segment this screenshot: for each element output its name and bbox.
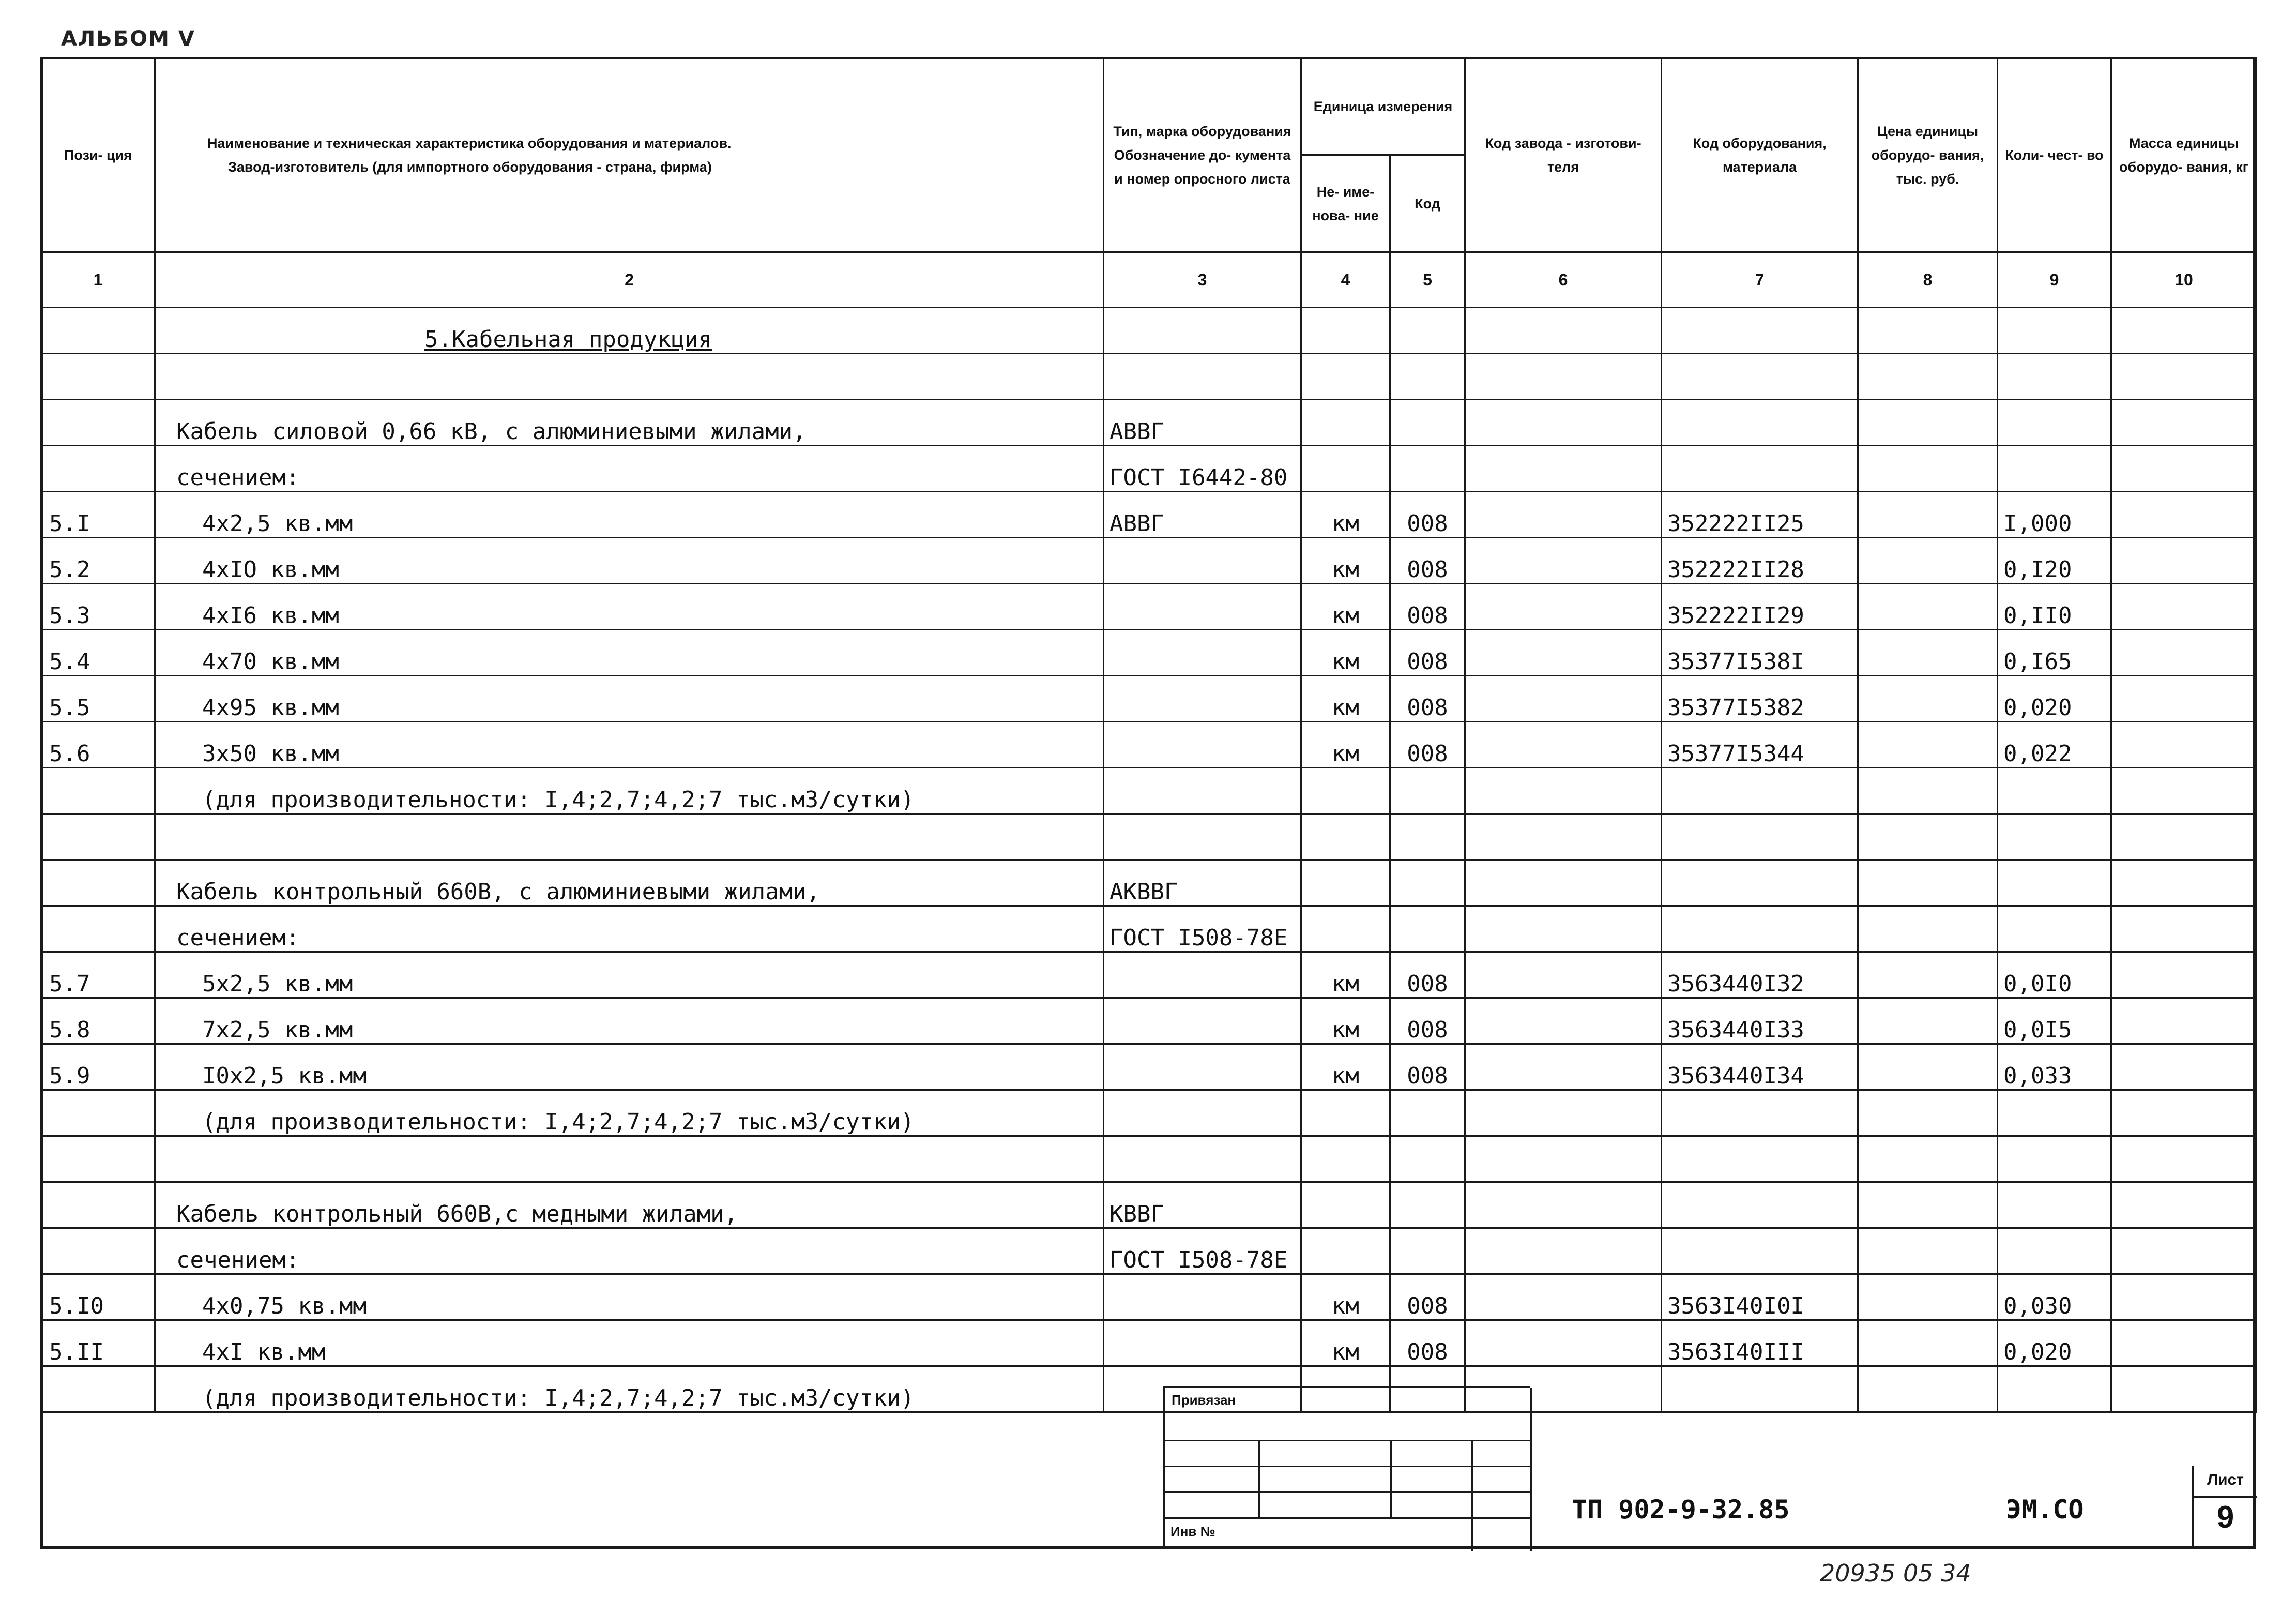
cell-type-mark: ГОСТ I6442-80 <box>1104 446 1301 492</box>
sheet-label: Лист <box>2207 1471 2244 1488</box>
cell-unit: км <box>1301 676 1390 722</box>
cell-material-code: 3563440I33 <box>1662 998 1858 1044</box>
cell-position: 5.2 <box>41 538 155 584</box>
cell-name: 4х70 кв.мм <box>155 630 1104 676</box>
cell-quantity: 0,II0 <box>1998 584 2111 630</box>
cell-position: 5.II <box>41 1320 155 1366</box>
cell-quantity: 0,020 <box>1998 1320 2111 1366</box>
cell-unit: км <box>1301 952 1390 998</box>
cell-quantity: 0,I20 <box>1998 538 2111 584</box>
cell-name: I0х2,5 кв.мм <box>155 1044 1104 1090</box>
cell-quantity: 0,0I0 <box>1998 952 2111 998</box>
cell-unit: км <box>1301 1274 1390 1320</box>
sheet-number: 9 <box>2216 1500 2234 1534</box>
cell-material-code: 35377I5382 <box>1662 676 1858 722</box>
cell-name: Кабель контрольный 660В, с алюминиевыми жилами, <box>155 860 1104 906</box>
cell-quantity: 0,0I5 <box>1998 998 2111 1044</box>
cell-unit-code: 008 <box>1390 676 1465 722</box>
cell-unit-code: 008 <box>1390 584 1465 630</box>
cell-name: (для производительности: I,4;2,7;4,2;7 тыс.м3/сутки) <box>155 1366 1104 1412</box>
header-unit-code: Код <box>1390 155 1465 252</box>
sheet-box <box>2192 1466 2257 1549</box>
cell-name: 3х50 кв.мм <box>155 722 1104 768</box>
cell-unit-code: 008 <box>1390 538 1465 584</box>
cell-name: 4хIO кв.мм <box>155 538 1104 584</box>
header-mass: Масса единицы оборудо- вания, кг <box>2111 58 2257 252</box>
cell-unit-code: 008 <box>1390 722 1465 768</box>
cell-position: 5.3 <box>41 584 155 630</box>
cell-type-mark: ГОСТ I508-78Е <box>1104 906 1301 952</box>
cell-name: (для производительности: I,4;2,7;4,2;7 тыс.м3/сутки) <box>155 768 1104 814</box>
header-position: Пози- ция <box>41 58 155 252</box>
col-num: 7 <box>1662 252 1858 308</box>
cell-unit: км <box>1301 998 1390 1044</box>
header-price: Цена единицы оборудо- вания, тыс. руб. <box>1858 58 1998 252</box>
cell-unit-code: 008 <box>1390 1320 1465 1366</box>
cell-name: 5.Кабельная продукция <box>155 308 1104 354</box>
stamp-privyazan: Привязан <box>1172 1392 1236 1408</box>
header-name-line1: Наименование и техническая характеристика оборудования и материалов. <box>207 135 732 151</box>
cell-name: 4х95 кв.мм <box>155 676 1104 722</box>
archive-number: 20935 05 34 <box>1820 1559 1971 1587</box>
cell-material-code: 352222II29 <box>1662 584 1858 630</box>
cell-material-code: 352222II28 <box>1662 538 1858 584</box>
cell-position: 5.6 <box>41 722 155 768</box>
header-name-line2: Завод-изготовитель (для импортного оборудования - страна, фирма) <box>228 159 712 175</box>
cell-quantity: 0,I65 <box>1998 630 2111 676</box>
cell-name: Кабель контрольный 660В,с медными жилами, <box>155 1182 1104 1228</box>
cell-name: 7х2,5 кв.мм <box>155 998 1104 1044</box>
cell-material-code: 3563440I34 <box>1662 1044 1858 1090</box>
cell-position: 5.I0 <box>41 1274 155 1320</box>
cell-material-code: 3563I40III <box>1662 1320 1858 1366</box>
cell-unit: км <box>1301 538 1390 584</box>
document-code: ЭМ.СО <box>2006 1495 2084 1525</box>
col-num: 5 <box>1390 252 1465 308</box>
header-unit: Единица измерения <box>1301 58 1465 155</box>
header-type: Тип, марка оборудования Обозначение до- кумента и номер опросного листа <box>1104 58 1301 252</box>
cell-type-mark: АВВГ <box>1104 492 1301 538</box>
approval-stamp <box>1163 1386 1530 1549</box>
document-number: ТП 902-9-32.85 <box>1572 1495 1790 1525</box>
cell-unit-code: 008 <box>1390 492 1465 538</box>
outer-frame <box>40 57 2256 1549</box>
cell-position: 5.7 <box>41 952 155 998</box>
stamp-inv: Инв № <box>1170 1524 1215 1539</box>
header-quantity: Коли- чест- во <box>1998 58 2111 252</box>
cell-position: 5.I <box>41 492 155 538</box>
cell-unit-code: 008 <box>1390 1044 1465 1090</box>
cell-position: 5.9 <box>41 1044 155 1090</box>
cell-quantity: 0,022 <box>1998 722 2111 768</box>
col-num: 8 <box>1858 252 1998 308</box>
album-label: АЛЬБОМ V <box>61 27 195 51</box>
cell-name: 4х0,75 кв.мм <box>155 1274 1104 1320</box>
cell-type-mark: АКВВГ <box>1104 860 1301 906</box>
col-num: 2 <box>155 252 1104 308</box>
cell-material-code: 3563440I32 <box>1662 952 1858 998</box>
col-num: 9 <box>1998 252 2111 308</box>
cell-unit: км <box>1301 1044 1390 1090</box>
cell-type-mark: АВВГ <box>1104 400 1301 446</box>
cell-position: 5.8 <box>41 998 155 1044</box>
cell-unit: км <box>1301 1320 1390 1366</box>
cell-name: 4хI кв.мм <box>155 1320 1104 1366</box>
cell-unit-code: 008 <box>1390 998 1465 1044</box>
cell-unit: км <box>1301 722 1390 768</box>
header-unit-name: Не- име- нова- ние <box>1301 155 1390 252</box>
cell-unit-code: 008 <box>1390 1274 1465 1320</box>
col-num: 6 <box>1465 252 1662 308</box>
col-num: 1 <box>41 252 155 308</box>
cell-name: Кабель силовой 0,66 кВ, с алюминиевыми жилами, <box>155 400 1104 446</box>
col-num: 10 <box>2111 252 2257 308</box>
cell-name: 4хI6 кв.мм <box>155 584 1104 630</box>
cell-quantity: I,000 <box>1998 492 2111 538</box>
cell-name: 4х2,5 кв.мм <box>155 492 1104 538</box>
cell-name: сечением: <box>155 906 1104 952</box>
cell-position: 5.4 <box>41 630 155 676</box>
cell-material-code: 35377I5344 <box>1662 722 1858 768</box>
header-factory-code: Код завода - изготови- теля <box>1465 58 1662 252</box>
cell-material-code: 3563I40I0I <box>1662 1274 1858 1320</box>
col-num: 3 <box>1104 252 1301 308</box>
header-material-code: Код оборудования, материала <box>1662 58 1858 252</box>
cell-quantity: 0,030 <box>1998 1274 2111 1320</box>
cell-unit: км <box>1301 584 1390 630</box>
cell-name: (для производительности: I,4;2,7;4,2;7 тыс.м3/сутки) <box>155 1090 1104 1136</box>
cell-unit: км <box>1301 492 1390 538</box>
cell-name: сечением: <box>155 446 1104 492</box>
cell-unit: км <box>1301 630 1390 676</box>
cell-unit-code: 008 <box>1390 952 1465 998</box>
cell-material-code: 352222II25 <box>1662 492 1858 538</box>
cell-quantity: 0,033 <box>1998 1044 2111 1090</box>
cell-name: 5х2,5 кв.мм <box>155 952 1104 998</box>
cell-material-code: 35377I538I <box>1662 630 1858 676</box>
cell-unit-code: 008 <box>1390 630 1465 676</box>
cell-name: сечением: <box>155 1228 1104 1274</box>
cell-type-mark: КВВГ <box>1104 1182 1301 1228</box>
col-num: 4 <box>1301 252 1390 308</box>
cell-position: 5.5 <box>41 676 155 722</box>
cell-type-mark: ГОСТ I508-78Е <box>1104 1228 1301 1274</box>
cell-quantity: 0,020 <box>1998 676 2111 722</box>
